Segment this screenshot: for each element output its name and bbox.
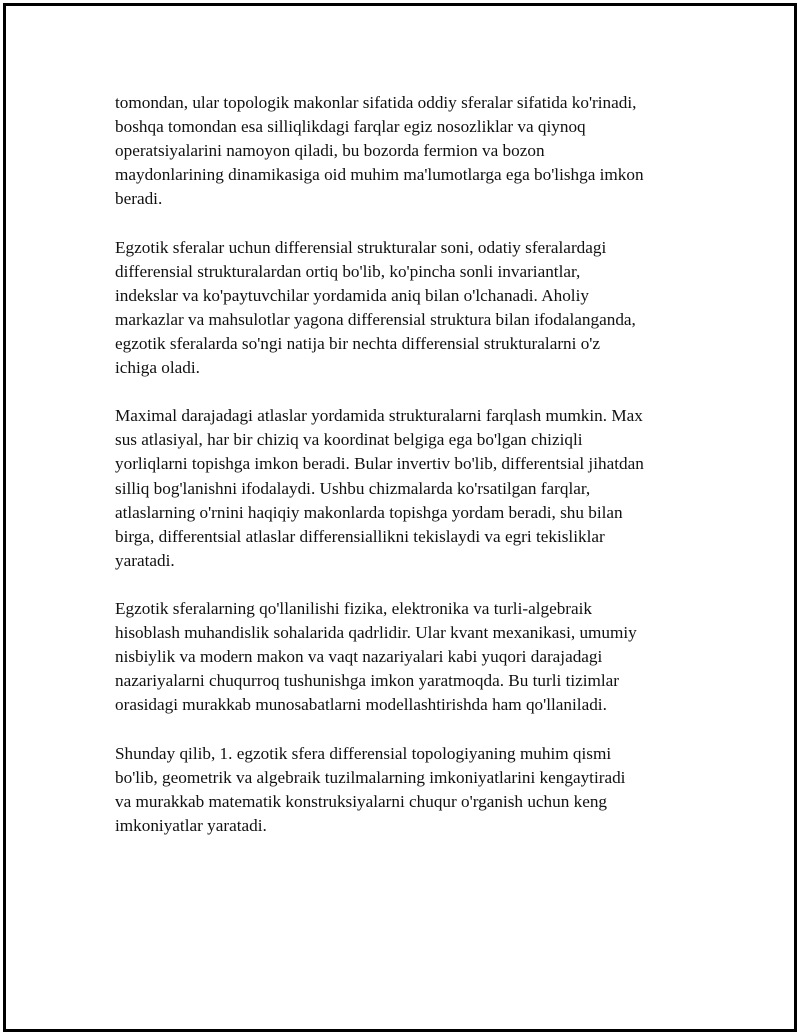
text-line: va murakkab matematik konstruksiyalarni chuqur o'rganish uchun keng — [115, 791, 608, 811]
text-line: imkoniyatlar yaratadi. — [115, 815, 267, 835]
text-line: yorliqlarni topishga imkon beradi. Bular invertiv bo'lib, differentsial jihatdan — [115, 454, 644, 474]
text-line: markazlar va mahsulotlar yagona differensial struktura bilan ifodalanganda, — [115, 309, 636, 329]
text-line: indekslar va ko'paytuvchilar yordamida aniq bilan o'lchanadi. Aholiy — [115, 285, 589, 305]
text-line: nisbiylik va modern makon va vaqt nazariyalari kabi yuqori darajadagi — [115, 647, 603, 667]
text-line: beradi. — [115, 189, 163, 209]
text-line: yaratadi. — [115, 550, 175, 570]
paragraph-3 — [115, 404, 715, 573]
text-line: egzotik sferalarda so'ngi natija bir nechta differensial strukturalarni o'z — [115, 333, 601, 353]
paragraph-2 — [115, 236, 715, 381]
text-line: nazariyalarni chuqurroq tushunishga imkon yaratmoqda. Bu turli tizimlar — [115, 671, 620, 691]
document-body — [115, 91, 715, 862]
text-line: differensial strukturalardan ortiq bo'lib, ko'pincha sonli invariantlar, — [115, 261, 581, 281]
text-line: sus atlasiyal, har bir chiziq va koordinat belgiga ega bo'lgan chiziqli — [115, 430, 583, 450]
text-line: tomondan, ular topologik makonlar sifatida oddiy sferalar sifatida ko'rinadi, — [115, 93, 637, 112]
text-line: Shunday qilib, 1. egzotik sfera differensial topologiyaning muhim qismi — [115, 743, 612, 763]
text-line: birga, differentsial atlaslar differensiallikni tekislaydi va egri tekisliklar — [115, 526, 605, 546]
text-line: bo'lib, geometrik va algebraik tuzilmalarning imkoniyatlarini kengaytiradi — [115, 767, 626, 787]
text-line: ichiga oladi. — [115, 358, 200, 378]
text-line: Maximal darajadagi atlaslar yordamida strukturalarni farqlash mumkin. Max — [115, 406, 643, 426]
text-line: atlaslarning o'rnini haqiqiy makonlarda topishga yordam beradi, shu bilan — [115, 502, 623, 522]
text-line: maydonlarining dinamikasiga oid muhim ma'lumotlarga ega bo'lishga imkon — [115, 165, 644, 185]
text-line: silliq bog'lanishni ifodalaydi. Ushbu chizmalarda ko'rsatilgan farqlar, — [115, 478, 591, 498]
text-line: boshqa tomondan esa silliqlikdagi farqlar egiz nosozliklar va qiynoq — [115, 117, 586, 137]
paragraph-5 — [115, 742, 715, 838]
text-line: operatsiyalarini namoyon qiladi, bu bozorda fermion va bozon — [115, 141, 545, 161]
text-line: Egzotik sferalarning qo'llanilishi fizika, elektronika va turli-algebraik — [115, 598, 593, 618]
text-line: hisoblash muhandislik sohalarida qadrlidir. Ular kvant mexanikasi, umumiy — [115, 623, 637, 643]
text-line: orasidagi murakkab munosabatlarni modellashtirishda ham qo'llaniladi. — [115, 695, 607, 715]
paragraph-1 — [115, 91, 715, 211]
text-line: Egzotik sferalar uchun differensial strukturalar soni, odatiy sferalardagi — [115, 237, 607, 257]
paragraph-4 — [115, 597, 715, 717]
